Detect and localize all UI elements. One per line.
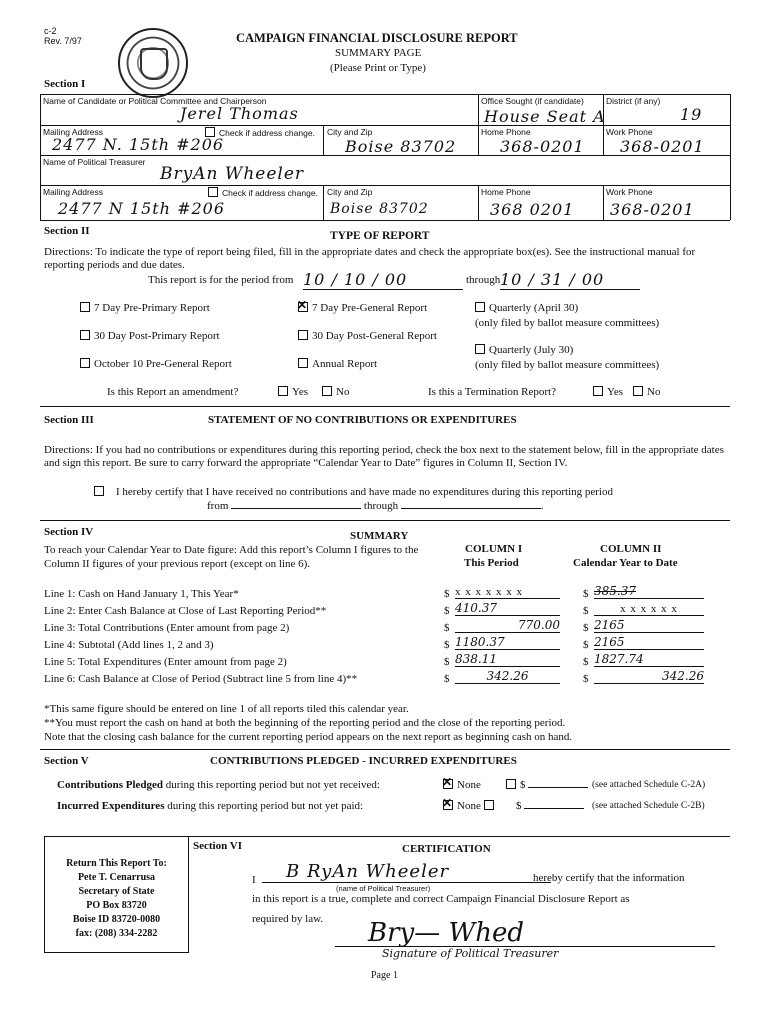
no-contributions-title: STATEMENT OF NO CONTRIBUTIONS OR EXPENDITURES [208, 414, 517, 426]
return-office: Secretary of State [78, 886, 155, 897]
no-contrib-through-field[interactable] [401, 508, 541, 509]
candidate-work-phone-field[interactable]: 368-0201 [620, 137, 705, 156]
treasurer-mailing-label: Mailing Address [43, 187, 104, 197]
line-3-col1[interactable]: 770.00 [455, 618, 560, 633]
section-2-heading: Section II [44, 225, 90, 237]
office-sought-field[interactable]: House Seat A [484, 107, 606, 126]
line-5-col2[interactable]: 1827.74 [594, 652, 704, 667]
opt-30day-postprimary[interactable]: 30 Day Post-Primary Report [80, 330, 220, 342]
return-city: Boise ID 83720-0080 [72, 914, 161, 925]
line-2-col2[interactable]: x x x x x x [594, 603, 704, 616]
report-period-label: This report is for the period from [148, 274, 294, 286]
summary-note-1: *This same figure should be entered on line 1 of all reports tiled this calendar year. [44, 703, 409, 715]
termination-no[interactable]: No [633, 386, 660, 398]
dollar-sign: $ [583, 588, 589, 600]
certification-title: CERTIFICATION [402, 843, 491, 855]
candidate-address-change[interactable]: Check if address change. [205, 127, 315, 138]
section-5-heading: Section V [44, 755, 89, 767]
cert-treasurer-name[interactable]: B RyAn Wheeler [262, 861, 551, 883]
candidate-home-phone-label: Home Phone [481, 127, 531, 137]
line-1-col1[interactable]: x x x x x x x [455, 586, 560, 599]
summary-line-5-label: Line 5: Total Expenditures (Enter amount from page 2) [44, 656, 287, 668]
checkbox[interactable] [593, 386, 603, 396]
incurred-none[interactable]: ✕ None [443, 800, 498, 812]
summary-intro: To reach your Calendar Year to Date figure: Add this report’s Column I figures to the Column II figures of your previous report (except on line 6). [44, 544, 419, 570]
line-2-col1[interactable]: 410.37 [455, 601, 560, 616]
section-3-directions: Directions: If you had no contributions or expenditures during this reporting period, check the box next to the statement below, fill in the appropriate dates and sign this report. Be sure to carry forward the appropriate “Calendar Year to Date” figures in Column II, Section IV. [44, 444, 724, 469]
checkbox-checked[interactable] [443, 779, 453, 789]
checkbox[interactable] [94, 486, 104, 496]
checkbox[interactable] [475, 302, 485, 312]
return-name: Pete T. Cenarrusa [77, 872, 156, 883]
summary-note-2: **You must report the cash on hand at both the beginning of the reporting period and the close of the reporting period. [44, 717, 566, 729]
no-contributions-dates: from through . [207, 500, 544, 512]
dollar-sign: $ [444, 588, 450, 600]
checkbox[interactable] [298, 358, 308, 368]
opt-7day-pregeneral[interactable]: ✕ 7 Day Pre-General Report [298, 302, 427, 314]
opt-quarterly-april-note: (only filed by ballot measure committees) [475, 317, 660, 329]
treasurer-home-phone-field[interactable]: 368 0201 [490, 200, 575, 219]
pledged-incurred-title: CONTRIBUTIONS PLEDGED - INCURRED EXPENDITURES [210, 755, 517, 767]
checkbox[interactable] [298, 330, 308, 340]
schedule-c2b-note: (see attached Schedule C-2B) [592, 801, 705, 811]
opt-quarterly-april[interactable]: Quarterly (April 30) [475, 302, 578, 314]
form-code: c-2 [44, 26, 57, 36]
no-contributions-certify[interactable]: I hereby certify that I have received no contributions and have made no expenditures during this reporting period [94, 486, 613, 498]
page-number: Page 1 [371, 970, 398, 981]
summary-line-1-label: Line 1: Cash on Hand January 1, This Year* [44, 588, 239, 600]
state-seal [118, 28, 188, 98]
incurred-amount-field[interactable] [524, 808, 584, 809]
checkbox[interactable] [475, 344, 485, 354]
opt-annual[interactable]: Annual Report [298, 358, 377, 370]
form-instruction: (Please Print or Type) [330, 62, 426, 74]
period-from-field[interactable]: 10 / 10 / 00 [303, 270, 463, 290]
form-subtitle: SUMMARY PAGE [335, 47, 422, 59]
checkbox[interactable] [80, 358, 90, 368]
summary-line-6-label: Line 6: Cash Balance at Close of Period (Subtract line 5 from line 4)** [44, 673, 358, 685]
treasurer-address-change[interactable]: Check if address change. [208, 187, 318, 198]
section-6-heading: Section VI [193, 840, 242, 852]
summary-line-4-label: Line 4: Subtotal (Add lines 1, 2 and 3) [44, 639, 214, 651]
line-3-col2[interactable]: 2165 [594, 618, 704, 633]
form-revision: Rev. 7/97 [44, 36, 82, 46]
checkbox[interactable] [506, 779, 516, 789]
treasurer-address-field[interactable]: 2477 N 15th #206 [58, 199, 226, 218]
line-1-col2[interactable]: 385.37 [594, 584, 704, 599]
dollar-sign: $ [583, 639, 589, 651]
period-through-label: through [466, 274, 501, 286]
return-po-box: PO Box 83720 [86, 900, 147, 911]
dollar-sign: $ [583, 622, 589, 634]
return-fax: fax: (208) 334-2282 [75, 928, 158, 939]
summary-line-3-label: Line 3: Total Contributions (Enter amount from page 2) [44, 622, 290, 634]
dollar-sign: $ [444, 656, 450, 668]
pledged-amount-field[interactable] [528, 787, 588, 788]
treasurer-signature[interactable]: Bry— Whed [368, 918, 524, 948]
candidate-home-phone-field[interactable]: 368-0201 [500, 137, 585, 156]
summary-line-2-label: Line 2: Enter Cash Balance at Close of Last Reporting Period** [44, 605, 327, 617]
opt-october-10[interactable]: October 10 Pre-General Report [80, 358, 232, 370]
section-1-heading: Section I [44, 78, 86, 90]
opt-30day-postgeneral[interactable]: 30 Day Post-General Report [298, 330, 437, 342]
incurred-amount[interactable]: $ [516, 800, 584, 812]
summary-title: SUMMARY [350, 530, 409, 542]
contributions-pledged-row: Contributions Pledged during this reporting period but not yet received: [57, 779, 380, 791]
return-address-box [44, 836, 189, 953]
cert-name-caption: (name of Political Treasurer) [336, 884, 431, 893]
period-to-field[interactable]: 10 / 31 / 00 [500, 270, 640, 290]
checkbox[interactable] [278, 386, 288, 396]
checkbox[interactable] [633, 386, 643, 396]
checkbox[interactable] [80, 302, 90, 312]
treasurer-city-label: City and Zip [327, 187, 373, 197]
treasurer-home-phone-label: Home Phone [481, 187, 531, 197]
pledged-none[interactable]: ✕ None [443, 779, 481, 791]
incurred-expenditures-row: Incurred Expenditures during this reporting period but not yet paid: [57, 800, 364, 812]
column-2-subtitle: Calendar Year to Date [573, 557, 678, 569]
return-heading: Return This Report To: [66, 858, 167, 869]
district-label: District (if any) [606, 96, 661, 106]
candidate-work-phone-label: Work Phone [606, 127, 653, 137]
opt-quarterly-july-note: (only filed by ballot measure committees) [475, 359, 660, 371]
dollar-sign: $ [583, 656, 589, 668]
type-of-report-title: TYPE OF REPORT [330, 230, 430, 242]
dollar-sign: $ [444, 622, 450, 634]
summary-note-3: Note that the closing cash balance for the current reporting period appears on the next report as beginning cash on hand. [44, 731, 573, 743]
form-title: CAMPAIGN FINANCIAL DISCLOSURE REPORT [236, 31, 518, 45]
candidate-address-field[interactable]: 2477 N. 15th #206 [52, 135, 225, 154]
amendment-no[interactable]: No [322, 386, 349, 398]
dollar-sign: $ [583, 673, 589, 685]
cert-statement-3: required by law. [252, 913, 324, 925]
dollar-sign: $ [444, 673, 450, 685]
office-sought-label: Office Sought (if candidate) [481, 96, 584, 106]
candidate-name-label: Name of Candidate or Political Committee and Chairperson [43, 96, 267, 106]
treasurer-city-field[interactable]: Boise 83702 [330, 201, 429, 217]
signature-caption: Signature of Political Treasurer [382, 947, 559, 960]
schedule-c2a-note: (see attached Schedule C-2A) [592, 780, 706, 790]
pledged-amount[interactable]: $ [506, 779, 588, 791]
cert-i: I [252, 874, 256, 886]
line-6-col2[interactable]: 342.26 [594, 669, 704, 684]
section-2-directions: Directions: To indicate the type of report being filed, fill in the appropriate dates and check the appropriate box(es). See the instructional manual for reporting periods and due dates. [44, 246, 696, 271]
termination-question: Is this a Termination Report? [428, 386, 556, 398]
opt-7day-preprimary[interactable]: 7 Day Pre-Primary Report [80, 302, 210, 314]
line-6-col1[interactable]: 342.26 [455, 669, 560, 684]
checkbox[interactable] [80, 330, 90, 340]
termination-yes[interactable]: Yes [593, 386, 623, 398]
treasurer-name-field[interactable]: BryAn Wheeler [160, 164, 305, 184]
treasurer-name-label: Name of Political Treasurer [43, 157, 146, 167]
dollar-sign: $ [444, 605, 450, 617]
treasurer-address-change-checkbox[interactable] [208, 187, 218, 197]
candidate-mailing-label: Mailing Address [43, 127, 104, 137]
column-1-title: COLUMN I [465, 543, 523, 555]
opt-quarterly-july[interactable]: Quarterly (July 30) [475, 344, 573, 356]
cert-statement-1: hereby certify that the information [533, 872, 685, 884]
checkbox[interactable] [322, 386, 332, 396]
no-contrib-from-field[interactable] [231, 508, 361, 509]
line-4-col1[interactable]: 1180.37 [455, 635, 560, 650]
amendment-question: Is this Report an amendment? [107, 386, 239, 398]
checkbox-checked[interactable] [298, 302, 308, 312]
dollar-sign: $ [583, 605, 589, 617]
candidate-city-label: City and Zip [327, 127, 373, 137]
dollar-sign: $ [444, 639, 450, 651]
treasurer-work-phone-field[interactable]: 368-0201 [610, 200, 695, 219]
section-4-heading: Section IV [44, 526, 94, 538]
column-2-title: COLUMN II [600, 543, 662, 555]
candidate-city-field[interactable]: Boise 83702 [345, 137, 457, 156]
section-3-heading: Section III [44, 414, 94, 426]
line-5-col1[interactable]: 838.11 [455, 652, 560, 667]
amendment-yes[interactable]: Yes [278, 386, 308, 398]
column-1-subtitle: This Period [464, 557, 519, 569]
checkbox-checked[interactable] [443, 800, 453, 810]
district-field[interactable]: 19 [680, 105, 703, 124]
candidate-name-field[interactable]: Jerel Thomas [180, 104, 299, 123]
checkbox[interactable] [484, 800, 494, 810]
treasurer-work-phone-label: Work Phone [606, 187, 653, 197]
cert-statement-2: in this report is a true, complete and correct Campaign Financial Disclosure Report as [252, 893, 630, 905]
line-4-col2[interactable]: 2165 [594, 635, 704, 650]
